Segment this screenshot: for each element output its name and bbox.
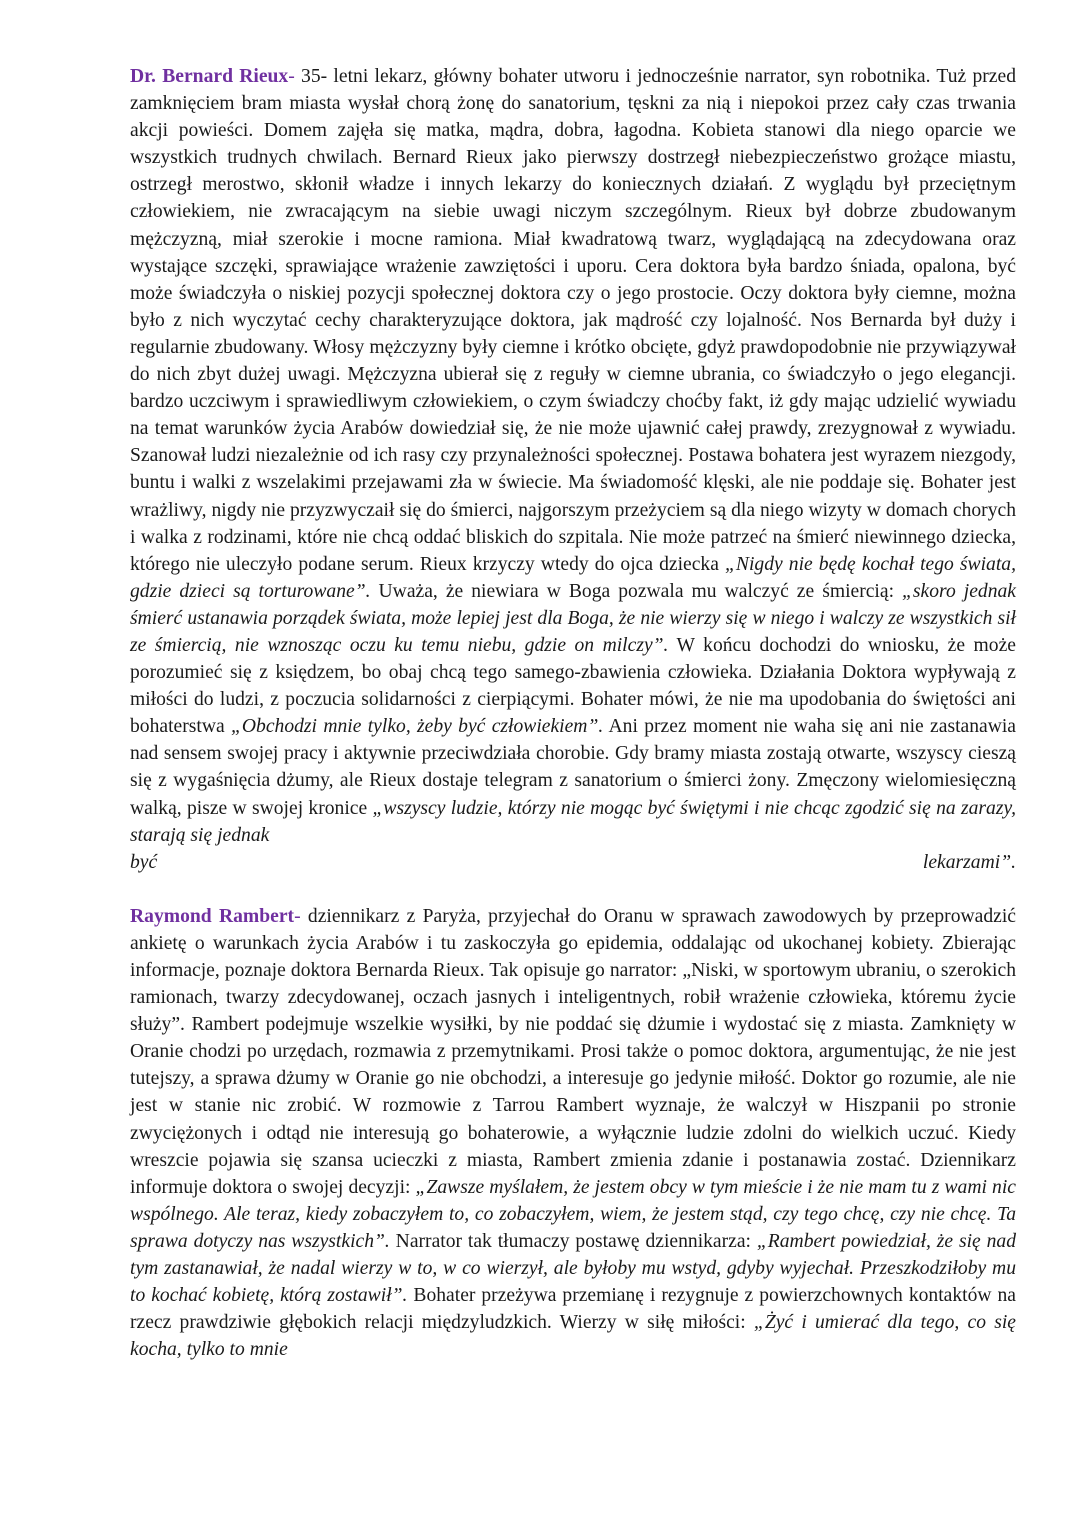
document-body [130,63,1016,1363]
body-text: Bohater przeżywa przemianę i rezygnuje z powierzchownych kontaktów na rzecz prawdziwie głębokich relacji międzyludzkich. Wierzy w siłę miłości: [130,1285,1016,1334]
character-name-rambert: Raymond Rambert [130,905,295,927]
body-text: dziennikarz z Paryża, przyjechał do Oranu w sprawach zawodowych by przeprowadzić ankietę o warunkach życia Arabów i tu zaskoczyła go epidemia, oddalając od ukochanej kobiety. Zbierając informacje, poznaje doktora Bernarda Rieux. Tak opisuje go narrator: „Niski, w sportowym ubraniu, o szerokich ramionach, twarzy zdecydowanej, oczach jasnych i inteligentnych, robił wrażenie człowieka, któremu życie służy”. Rambert podejmuje wszelkie wysiłki, by nie poddać się dżumie i wydostać się z miasta. Zamknięty w Oranie chodzi po urzędach, rozmawia z przemytnikami. Prosi także o pomoc doktora, argumentując, że nie jest tutejszy, a sprawa dżumy w Oranie go nie obchodzi, a interesuje go jedynie miłość. Doktor go rozumie, ale nie jest w stanie nic zrobić. W rozmowie z Tarrou Rambert wyznaje, że walczył w Hiszpanii po stronie zwyciężonych i odtąd nie interesują go bohaterowie, a wyłącznie ludzie zdolni do wielkich uczuć. Kiedy wreszcie pojawia się szansa ucieczki z miasta, Rambert zmienia zdanie i postanawia zostać. Dziennikarz informuje doktora o swojej decyzji: [130,905,1016,1198]
name-dash: - [294,905,301,927]
body-text: 35- letni lekarz, główny bohater utworu i jednocześnie narrator, syn robotnika. Tuż przed zamknięciem bram miasta wysłał chorą żonę do sanatorium, tęskni za nią i niepokoi przez cały czas trwania akcji powieści. Domem zajęła się matka, mądra, dobra, łagodna. Kobieta stanowi dla niego oparcie we wszystkich trudnych chwilach. Bernard Rieux jako pierwszy dostrzegł niebezpieczeństwo grożące miastu, ostrzegł merostwo, skłonił władze i innych lekarzy do koniecznych działań. Z wyglądu był przeciętnym człowiekiem, nie zwracającym na siebie uwagi niczym szczególnym. Rieux był dobrze zbudowanym mężczyzną, miał szerokie i mocne ramiona. Miał kwadratową twarz, wyglądającą na zdecydowana oraz wystające szczęki, sprawiające wrażenie zawziętości i uporu. Cera doktora była bardzo śniada, opalona, być może świadczyła o niskiej pozycji społecznej doktora czy o jego prostocie. Oczy doktora były ciemne, można było z nich wyczytać cechy charakteryzujące doktora, jak mądrość czy lojalność. Nos Bernarda był duży i regularnie zbudowany. Włosy mężczyzny były ciemne i krótko obcięte, gdyż prawdopodobnie nie przywiązywał do nich zbyt dużej uwagi. Mężczyzna ubierał się z reguły w ciemne ubrania, co świadczyło o jego elegancji. bardzo uczciwym i sprawiedliwym człowiekiem, o czym świadczy choćby fakt, iż gdy mając udzielić wywiadu na temat warunków życia Arabów dowiedział się, że nie może ujawnić całej prawdy, zrezygnował z wywiadu. Szanował ludzi niezależnie od ich rasy czy przynależności społecznej. Postawa bohatera jest wyrazem niezgody, buntu i walki z wszelakimi przejawami zła w świecie. Ma świadomość klęski, ale nie poddaje się. Bohater jest wrażliwy, nigdy nie przyzwyczaił się do śmierci, najgorszym przeżyciem są dla niego wizyty w domach chorych i walka z rodzinami, które nie chcą oddać bliskich do szpitala. Nie może patrzeć na śmierć niewinnego dziecka, którego nie uleczyło podane serum. Rieux krzyczy wtedy do ojca dziecka [130,66,1016,575]
body-text: W końcu dochodzi do wniosku, że może porozumieć się z księdzem, bo obaj chcą tego samego-zbawienia człowieka. Działania Doktora wypływają z miłości do ludzi, z poczucia solidarności z cierpiącymi. Bohater mówi, że nie ma upodobania do świętości ani bohaterstwa [130,634,1016,738]
character-name-rieux: Dr. Bernard Rieux [130,66,289,87]
body-text: Ani przez moment nie waha się ani nie zastanawia nad sensem swojej pracy i aktywnie przeciwdziała chorobie. Gdy bramy miasta zostają otwarte, wszyscy cieszą się z wygaśnięcia dżumy, ale Rieux dostaje telegram z sanatorium o śmierci żony. Zmęczony wielomiesięczną walką, pisze w swojej kronice [130,716,1016,819]
body-text: Narrator tak tłumaczy postawę dziennikarza: [389,1230,757,1252]
quote-text: „skoro jednak śmierć ustanawia porządek świata, może lepiej jest dla Boga, że nie wierzy się w niego i walczy ze wszystkich sił ze śmiercią, nie wznosząc oczu ku temu niebu, gdzie on milczy”. [130,580,1016,656]
body-text: Uważa, że niewiara w Boga pozwala mu walczyć ze śmiercią: [370,580,903,602]
quote-text: „Żyć i umierać dla tego, co się kocha, tylko to mnie [130,1312,1016,1361]
quote-text-right: lekarzami”. [922,851,1016,873]
quote-text-left: być [130,851,158,873]
section-rieux [130,63,1016,849]
quote-text: „Zawsze myślałem, że jestem obcy w tym mieście i że nie mam tu z wami nic wspólnego. Ale teraz, kiedy zobaczyłem to, co zobaczyłem, wiem, że jestem stąd, czy tego chcę, czy nie chcę. Ta sprawa dotyczy nas wszystkich”. [130,1176,1016,1252]
section-rambert [130,903,1016,1364]
quote-text: „Nigdy nie będę kochał tego świata, gdzie dzieci są torturowane”. [130,553,1016,602]
quote-text: „Obchodzi mnie tylko, żeby być człowiekiem”. [231,716,604,738]
quote-text: „Rambert powiedział, że się nad tym zastanawiał, że nadal wierzy w to, w co wierzył, ale byłoby mu wstyd, gdyby wyjechał. Przeszkodziłoby mu to kochać kobietę, którą zostawił”. [130,1230,1017,1307]
section-rieux-final-line [130,849,1016,876]
quote-text: „wszyscy ludzie, którzy nie mogąc być świętymi i nie chcąc zgodzić się na zarazy, starają się jednak [130,797,1016,846]
name-dash: - [288,66,295,87]
